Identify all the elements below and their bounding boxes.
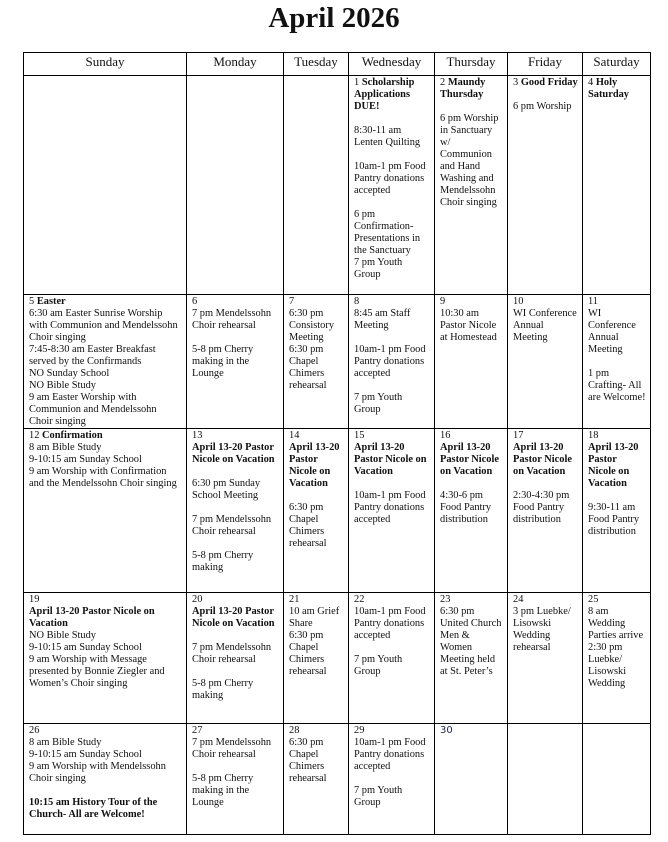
- day-heading: [192, 430, 279, 442]
- weekday-header-saturday: Saturday: [583, 53, 651, 76]
- spacer: [192, 538, 279, 550]
- day-special-label: Confirmation: [42, 430, 103, 441]
- day-number: 10: [513, 296, 524, 307]
- spacer: [588, 356, 646, 368]
- spacer: [192, 332, 279, 344]
- day-number: 21: [289, 594, 300, 605]
- day-cell-6: [187, 295, 284, 429]
- day-heading: [588, 296, 646, 308]
- day-heading: [289, 430, 344, 442]
- event-entry: 7 pm Mendelssohn Choir rehearsal: [192, 737, 272, 760]
- spacer: [440, 478, 503, 490]
- day-heading: [588, 594, 646, 606]
- day-cell-21: [284, 593, 349, 724]
- day-number: 7: [289, 296, 295, 307]
- event-entry: 9 am Worship with Message presented by Bonnie Ziegler and Women’s Choir singing: [29, 654, 165, 689]
- spacer: [588, 490, 646, 502]
- event-entry: 6 pm Worship in Sanctuary w/ Communion and Hand Washing and Mendelssohn Choir singing: [440, 113, 499, 208]
- weekday-header-friday: Friday: [508, 53, 583, 76]
- day-heading: [440, 594, 503, 606]
- day-heading: [354, 725, 430, 737]
- day-heading: [440, 725, 503, 737]
- event-entry: 5-8 pm Cherry making: [192, 678, 254, 701]
- day-cell-1: [349, 76, 435, 295]
- day-heading: [29, 296, 182, 308]
- day-number: 13: [192, 430, 203, 441]
- weekday-header-wednesday: Wednesday: [349, 53, 435, 76]
- week-row: [24, 76, 651, 295]
- event-entry: April 13-20 Pastor Nicole on Vacation: [29, 606, 155, 629]
- event-entry: 2:30-4:30 pm Food Pantry distribution: [513, 490, 570, 525]
- event-entry: 7 pm Youth Group: [354, 392, 403, 415]
- day-special-label: Scholarship Applications DUE!: [354, 77, 415, 112]
- event-entry: 6:30 pm Chapel Chimers rehearsal: [289, 344, 327, 391]
- event-entry: 8 am Bible Study: [29, 442, 102, 453]
- day-cell-15: [349, 429, 435, 593]
- weekday-header-row: [24, 53, 651, 76]
- day-cell-29: [349, 724, 435, 835]
- day-heading: [192, 296, 279, 308]
- day-cell-16: [435, 429, 508, 593]
- day-heading: [588, 430, 646, 442]
- day-cell-30: [435, 724, 508, 835]
- spacer: [192, 761, 279, 773]
- event-entry: WI Conference Annual Meeting: [513, 308, 577, 343]
- event-entry: 9 am Worship with Confirmation and the Mendelssohn Choir singing: [29, 466, 177, 489]
- event-entry: NO Sunday School: [29, 368, 110, 379]
- spacer: [289, 490, 344, 502]
- calendar-grid: [23, 52, 651, 835]
- empty-day-cell: [187, 76, 284, 295]
- day-cell-12: [24, 429, 187, 593]
- event-entry: 8 am Bible Study: [29, 737, 102, 748]
- weekday-header-thursday: Thursday: [435, 53, 508, 76]
- event-entry: 7 pm Youth Group: [354, 785, 403, 808]
- event-entry: 7 pm Youth Group: [354, 654, 403, 677]
- day-number: 23: [440, 594, 451, 605]
- event-entry: 8 am Wedding Parties arrive: [588, 606, 644, 641]
- day-heading: [29, 430, 182, 442]
- day-heading: [513, 296, 578, 308]
- day-number: 26: [29, 725, 40, 736]
- event-entry: 10am-1 pm Food Pantry donations accepted: [354, 606, 426, 641]
- event-entry: 10am-1 pm Food Pantry donations accepted: [354, 344, 426, 379]
- event-entry: 1 pm Crafting- All are Welcome!: [588, 368, 646, 403]
- event-entry: 2:30 pm Luebke/ Lisowski Wedding: [588, 642, 627, 689]
- event-entry: April 13-20 Pastor Nicole on Vacation: [513, 442, 572, 477]
- event-entry: April 13-20 Pastor Nicole on Vacation: [440, 442, 499, 477]
- day-heading: [289, 725, 344, 737]
- event-entry: NO Bible Study: [29, 630, 96, 641]
- event-entry: 5-8 pm Cherry making in the Lounge: [192, 344, 254, 379]
- weekday-header-tuesday: Tuesday: [284, 53, 349, 76]
- day-number: 17: [513, 430, 524, 441]
- day-cell-4: [583, 76, 651, 295]
- spacer: [29, 785, 182, 797]
- day-heading: [289, 296, 344, 308]
- day-heading: [440, 430, 503, 442]
- event-entry: NO Bible Study: [29, 380, 96, 391]
- day-cell-25: [583, 593, 651, 724]
- day-cell-19: [24, 593, 187, 724]
- day-number: 16: [440, 430, 451, 441]
- day-cell-13: [187, 429, 284, 593]
- event-entry: 6 pm Worship: [513, 101, 572, 112]
- empty-day-cell: [508, 724, 583, 835]
- day-number: 5: [29, 296, 35, 307]
- week-row: [24, 724, 651, 835]
- day-heading: [588, 77, 646, 101]
- day-number: 11: [588, 296, 599, 307]
- day-special-label: Good Friday: [520, 77, 578, 88]
- spacer: [354, 113, 430, 125]
- event-entry: April 13-20 Pastor Nicole on Vacation: [354, 442, 427, 477]
- day-cell-23: [435, 593, 508, 724]
- day-cell-8: [349, 295, 435, 429]
- event-entry: 4:30-6 pm Food Pantry distribution: [440, 490, 492, 525]
- day-number: 14: [289, 430, 300, 441]
- day-cell-9: [435, 295, 508, 429]
- event-entry: April 13-20 Pastor Nicole on Vacation: [192, 442, 275, 465]
- day-cell-11: [583, 295, 651, 429]
- day-special-label: Easter: [36, 296, 66, 307]
- day-heading: [29, 725, 182, 737]
- spacer: [354, 478, 430, 490]
- day-special-label: Maundy Thursday: [440, 77, 486, 100]
- event-entry: 7 pm Mendelssohn Choir rehearsal: [192, 308, 272, 331]
- day-number: 9: [440, 296, 446, 307]
- event-entry: 5-8 pm Cherry making in the Lounge: [192, 773, 254, 808]
- day-number: 4: [588, 77, 594, 88]
- empty-day-cell: [583, 724, 651, 835]
- spacer: [354, 332, 430, 344]
- event-entry: 6:30 pm United Church Men & Women Meeting held at St. Peter’s: [440, 606, 502, 677]
- spacer: [513, 478, 578, 490]
- day-number: 22: [354, 594, 365, 605]
- event-entry: 6 pm Confirmation- Presentations in the Sanctuary: [354, 209, 421, 256]
- event-entry: 8:30-11 am Lenten Quilting: [354, 125, 421, 148]
- day-special-label: Holy Saturday: [588, 77, 629, 100]
- event-entry: 9-10:15 am Sunday School: [29, 454, 142, 465]
- day-number: 2: [440, 77, 446, 88]
- day-number: 15: [354, 430, 365, 441]
- day-number: 30: [440, 725, 453, 736]
- empty-day-cell: [24, 76, 187, 295]
- event-entry: 10am-1 pm Food Pantry donations accepted: [354, 737, 426, 772]
- spacer: [354, 197, 430, 209]
- spacer: [192, 502, 279, 514]
- event-entry: 6:30 am Easter Sunrise Worship with Communion and Mendelssohn Choir singing: [29, 308, 178, 343]
- day-heading: [354, 430, 430, 442]
- day-heading: [513, 594, 578, 606]
- day-number: 24: [513, 594, 524, 605]
- day-heading: [354, 296, 430, 308]
- day-cell-27: [187, 724, 284, 835]
- day-cell-3: [508, 76, 583, 295]
- event-entry: 6:30 pm Chapel Chimers rehearsal: [289, 502, 327, 549]
- day-cell-18: [583, 429, 651, 593]
- event-entry: 6:30 pm Consistory Meeting: [289, 308, 335, 343]
- day-number: 6: [192, 296, 198, 307]
- day-number: 28: [289, 725, 300, 736]
- day-heading: [192, 725, 279, 737]
- day-heading: [289, 594, 344, 606]
- day-number: 25: [588, 594, 599, 605]
- week-row: [24, 295, 651, 429]
- weekday-header-monday: Monday: [187, 53, 284, 76]
- event-entry: WI Conference Annual Meeting: [588, 308, 636, 355]
- day-cell-20: [187, 593, 284, 724]
- empty-day-cell: [284, 76, 349, 295]
- day-cell-14: [284, 429, 349, 593]
- day-number: 18: [588, 430, 599, 441]
- day-heading: [354, 594, 430, 606]
- event-entry: 9 am Easter Worship with Communion and Mendelssohn Choir singing: [29, 392, 157, 427]
- day-heading: [354, 77, 430, 113]
- spacer: [440, 101, 503, 113]
- day-heading: [440, 77, 503, 101]
- day-number: 1: [354, 77, 360, 88]
- weekday-header-sunday: Sunday: [24, 53, 187, 76]
- event-entry: 7:45-8:30 am Easter Breakfast served by the Confirmands: [29, 344, 156, 367]
- spacer: [354, 149, 430, 161]
- day-heading: [440, 296, 503, 308]
- event-entry: April 13-20 Pastor Nicole on Vacation: [588, 442, 639, 489]
- day-number: 8: [354, 296, 360, 307]
- event-entry: 9 am Worship with Mendelssohn Choir singing: [29, 761, 166, 784]
- calendar-title: April 2026: [268, 2, 400, 34]
- event-entry: 9-10:15 am Sunday School: [29, 749, 142, 760]
- day-heading: [192, 594, 279, 606]
- day-number: 12: [29, 430, 40, 441]
- spacer: [354, 773, 430, 785]
- day-heading: [29, 594, 182, 606]
- spacer: [192, 666, 279, 678]
- event-entry: 9:30-11 am Food Pantry distribution: [588, 502, 640, 537]
- event-entry: 10am-1 pm Food Pantry donations accepted: [354, 161, 426, 196]
- day-heading: [513, 77, 578, 89]
- day-cell-10: [508, 295, 583, 429]
- spacer: [354, 380, 430, 392]
- event-entry: April 13-20 Pastor Nicole on Vacation: [289, 442, 340, 489]
- event-entry: 10 am Grief Share: [289, 606, 340, 629]
- spacer: [354, 642, 430, 654]
- day-cell-24: [508, 593, 583, 724]
- day-heading: [513, 430, 578, 442]
- event-entry: 8:45 am Staff Meeting: [354, 308, 411, 331]
- day-number: 3: [513, 77, 519, 88]
- day-cell-22: [349, 593, 435, 724]
- day-number: 20: [192, 594, 203, 605]
- spacer: [192, 630, 279, 642]
- calendar-body: [24, 76, 651, 835]
- week-row: [24, 429, 651, 593]
- event-entry: 3 pm Luebke/ Lisowski Wedding rehearsal: [513, 606, 571, 653]
- event-entry: 6:30 pm Chapel Chimers rehearsal: [289, 737, 327, 784]
- day-cell-2: [435, 76, 508, 295]
- spacer: [192, 466, 279, 478]
- event-entry: 10:30 am Pastor Nicole at Homestead: [440, 308, 497, 343]
- day-cell-26: [24, 724, 187, 835]
- event-entry: 6:30 pm Sunday School Meeting: [192, 478, 261, 501]
- day-cell-17: [508, 429, 583, 593]
- event-entry: 7 pm Mendelssohn Choir rehearsal: [192, 642, 272, 665]
- event-entry: 9-10:15 am Sunday School: [29, 642, 142, 653]
- day-cell-7: [284, 295, 349, 429]
- event-entry: 5-8 pm Cherry making: [192, 550, 254, 573]
- day-number: 19: [29, 594, 40, 605]
- event-entry: 10:15 am History Tour of the Church- All are Welcome!: [29, 797, 158, 820]
- event-entry: 7 pm Youth Group: [354, 257, 403, 280]
- day-number: 29: [354, 725, 365, 736]
- spacer: [513, 89, 578, 101]
- event-entry: April 13-20 Pastor Nicole on Vacation: [192, 606, 275, 629]
- day-cell-5: [24, 295, 187, 429]
- event-entry: 6:30 pm Chapel Chimers rehearsal: [289, 630, 327, 677]
- day-cell-28: [284, 724, 349, 835]
- event-entry: 7 pm Mendelssohn Choir rehearsal: [192, 514, 272, 537]
- event-entry: 10am-1 pm Food Pantry donations accepted: [354, 490, 426, 525]
- week-row: [24, 593, 651, 724]
- day-number: 27: [192, 725, 203, 736]
